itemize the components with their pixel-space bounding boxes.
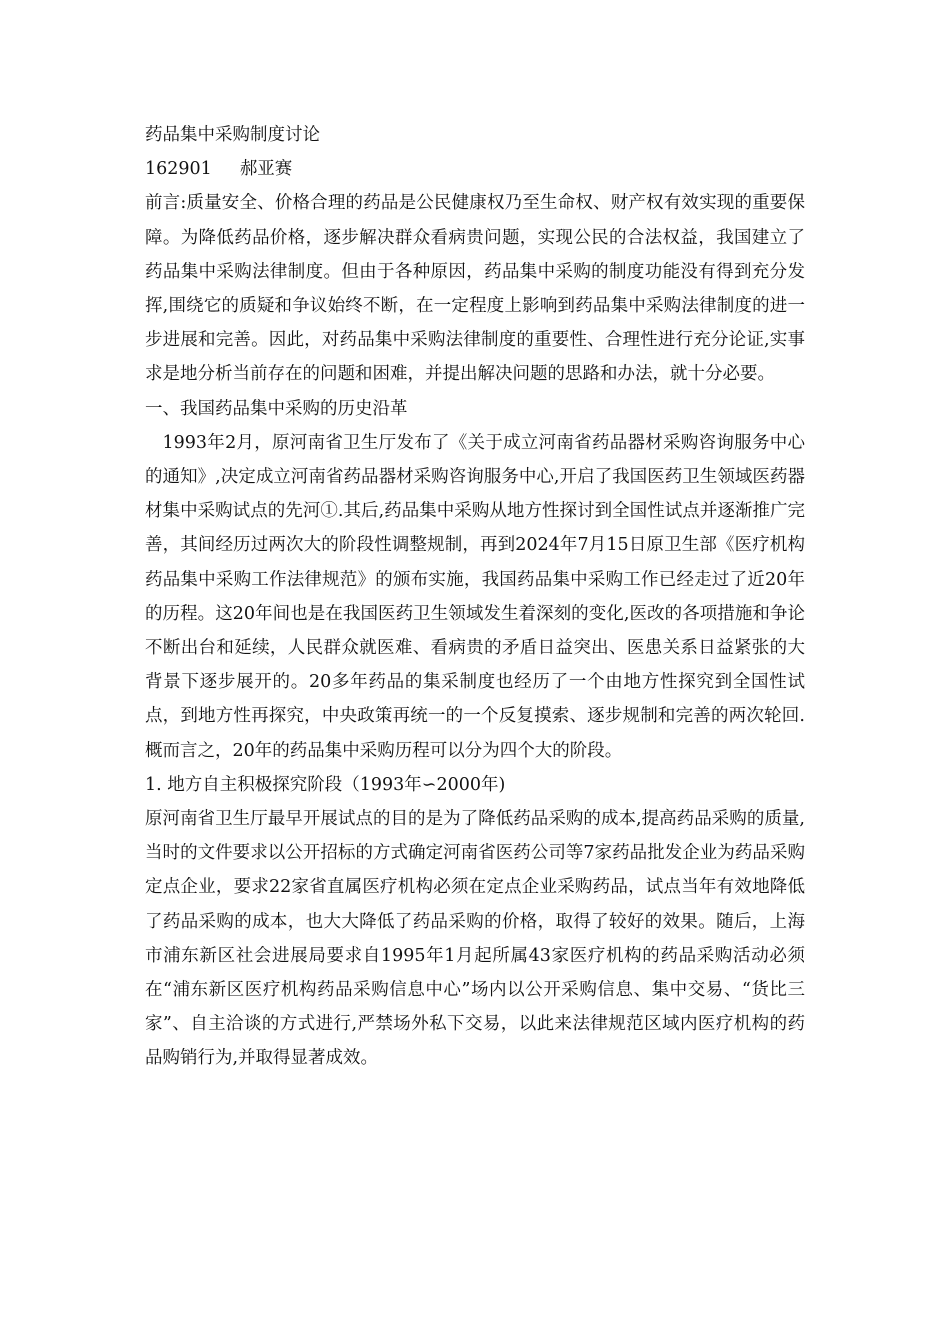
author-id: 162901	[145, 159, 212, 180]
author-name: 郝亚赛	[239, 159, 293, 180]
document-page	[145, 118, 805, 1076]
document-title: 药品集中采购制度讨论	[145, 125, 320, 145]
subsection-heading-local-exploration: 1. 地方自主积极探究阶段（1993年∽2000年)	[145, 774, 506, 795]
section-heading-history: 一、我国药品集中采购的历史沿革	[145, 398, 408, 419]
local-exploration-paragraph: 原河南省卫生厅最早开展试点的目的是为了降低药品采购的成本,提高药品采购的质量,当时的文件要求以公开招标的方式确定河南省医药公司等7家药品批发企业为药品采购定点企业，要求22家省直属医疗机构必须在定点企业采购药品，试点当年有效地降低了药品采购的成本，也大大降低了药品采购的价格，取得了较好的效果。随后，上海市浦东新区社会进展局要求自1995年1月起所属43家医疗机构的药品采购活动必须在“浦东新区医疗机构药品采购信息中心”场内以公开采购信息、集中交易、“货比三家”、自主洽谈的方式进行,严禁场外私下交易，以此来法律规范区域内医疗机构的药品购销行为,并取得显著成效。	[145, 809, 805, 1069]
history-paragraph: 1993年2月，原河南省卫生厅发布了《关于成立河南省药品器材采购咨询服务中心的通知》,决定成立河南省药品器材采购咨询服务中心,开启了我国医药卫生领域医药器材集中采购试点的先河①.其后,药品集中采购从地方性探讨到全国性试点并逐渐推广完善，其间经历过两次大的阶段性调整规制，再到2024年7月15日原卫生部《医疗机构药品集中采购工作法律规范》的颁布实施，我国药品集中采购工作已经走过了近20年的历程。这20年间也是在我国医药卫生领域发生着深刻的变化,医改的各项措施和争论不断出台和延续，人民群众就医难、看病贵的矛盾日益突出、医患关系日益紧张的大背景下逐步展开的。20多年药品的集采制度也经历了一个由地方性探究到全国性试点，到地方性再探究，中央政策再统一的一个反复摸索、逐步规制和完善的两次轮回.概而言之，20年的药品集中采购历程可以分为四个大的阶段。	[145, 432, 805, 761]
preface-paragraph: 前言:质量安全、价格合理的药品是公民健康权乃至生命权、财产权有效实现的重要保障。为降低药品价格，逐步解决群众看病贵问题，实现公民的合法权益，我国建立了药品集中采购法律制度。但由于各种原因，药品集中采购的制度功能没有得到充分发挥,围绕它的质疑和争议始终不断，在一定程度上影响到药品集中采购法律制度的进一步进展和完善。因此，对药品集中采购法律制度的重要性、合理性进行充分论证,实事求是地分析当前存在的问题和困难，并提出解决问题的思路和办法，就十分必要。	[145, 193, 805, 385]
author-line	[145, 152, 805, 186]
